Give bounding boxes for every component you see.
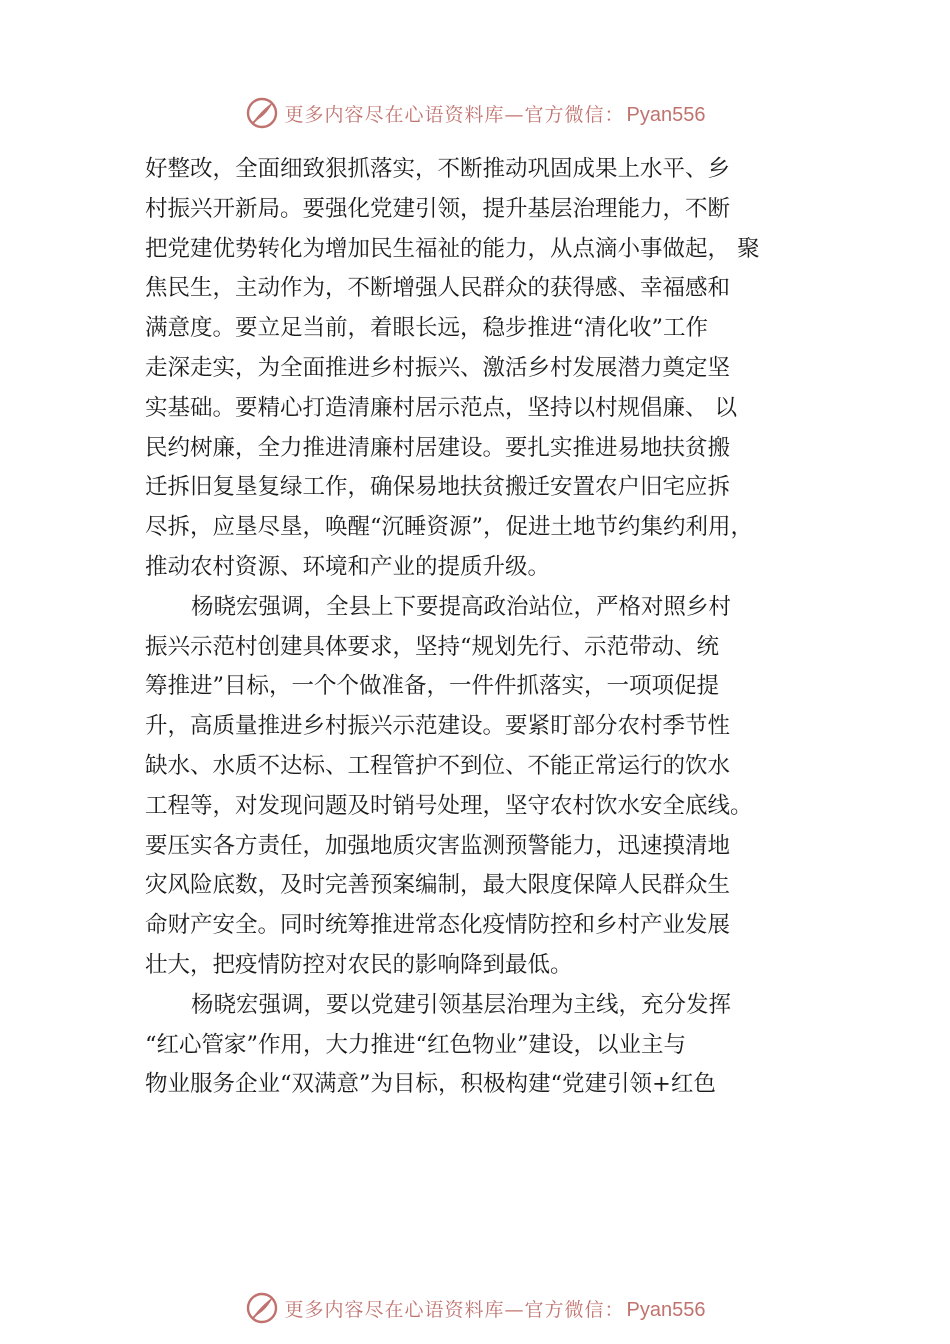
- text-line: 民约树廉，全力推进清廉村居建设。要扎实推进易地扶贫搬: [145, 434, 731, 461]
- header-watermark: [0, 93, 950, 133]
- text-line: 实基础。要精心打造清廉村居示范点，坚持以村规倡廉、 以: [145, 394, 738, 421]
- quill-seal-icon: [245, 96, 279, 130]
- quill-seal-icon: [245, 1291, 279, 1325]
- text-line: 缺水、水质不达标、工程管护不到位、不能正常运行的饮水: [145, 752, 731, 779]
- text-line: 命财产安全。同时统筹推进常态化疫情防控和乡村产业发展: [145, 912, 731, 939]
- text-line: 走深走实，为全面推进乡村振兴、激活乡村发展潜力奠定坚: [145, 354, 731, 381]
- text-line: 工程等，对发现问题及时销号处理，坚守农村饮水安全底线。: [145, 792, 753, 819]
- text-line: 满意度。要立足当前，着眼长远，稳步推进“清化收”工作: [145, 315, 709, 342]
- document-body: [145, 150, 805, 1105]
- watermark-text: [285, 100, 706, 127]
- text-line: 振兴示范村创建具体要求，坚持“规划先行、示范带动、统: [145, 633, 720, 660]
- text-line: 升，高质量推进乡村振兴示范建设。要紧盯部分农村季节性: [145, 713, 731, 740]
- text-line: 迁拆旧复垦复绿工作，确保易地扶贫搬迁安置农户旧宅应拆: [145, 474, 731, 501]
- footer-watermark: [0, 1288, 950, 1328]
- watermark-main-text: 更多内容尽在心语资料库—官方微信：: [284, 103, 625, 126]
- text-line: 好整改，全面细致狠抓落实，不断推动巩固成果上水平、乡: [145, 156, 731, 182]
- text-line: 杨晓宏强调，全县上下要提高政治站位，严格对照乡村: [191, 593, 732, 620]
- text-line: 杨晓宏强调，要以党建引领基层治理为主线，充分发挥: [191, 991, 732, 1018]
- text-line: 尽拆，应垦尽垦，唤醒“沉睡资源”，促进土地节约集约利用，: [145, 514, 754, 541]
- body-paragraph: [145, 986, 805, 1105]
- text-line: 把党建优势转化为增加民生福祉的能力，从点滴小事做起， 聚: [145, 235, 760, 262]
- watermark-main-text: 更多内容尽在心语资料库—官方微信：: [284, 1298, 625, 1321]
- watermark-wechat-id: Pyan556: [626, 103, 706, 126]
- text-line: 灾风险底数，及时完善预案编制，最大限度保障人民群众生: [145, 872, 731, 899]
- text-line: 要压实各方责任，加强地质灾害监测预警能力，迅速摸清地: [145, 832, 731, 859]
- body-paragraph: [145, 150, 805, 588]
- text-line: 村振兴开新局。要强化党建引领，提升基层治理能力，不断: [145, 195, 731, 222]
- watermark-text: [285, 1295, 706, 1322]
- text-line: 物业服务企业“双满意”为目标，积极构建“党建引领+红色: [145, 1071, 716, 1098]
- body-paragraph: [145, 588, 805, 986]
- text-line: 壮大，把疫情防控对农民的影响降到最低。: [145, 951, 573, 978]
- text-line: 焦民生，主动作为，不断增强人民群众的获得感、幸福感和: [145, 275, 731, 302]
- text-line: 推动农村资源、环境和产业的提质升级。: [145, 553, 551, 580]
- text-line: 筹推进”目标，一个个做准备，一件件抓落实，一项项促提: [145, 673, 720, 700]
- text-line: “红心管家”作用，大力推进“红色物业”建设，以业主与: [145, 1031, 687, 1058]
- watermark-wechat-id: Pyan556: [626, 1298, 706, 1321]
